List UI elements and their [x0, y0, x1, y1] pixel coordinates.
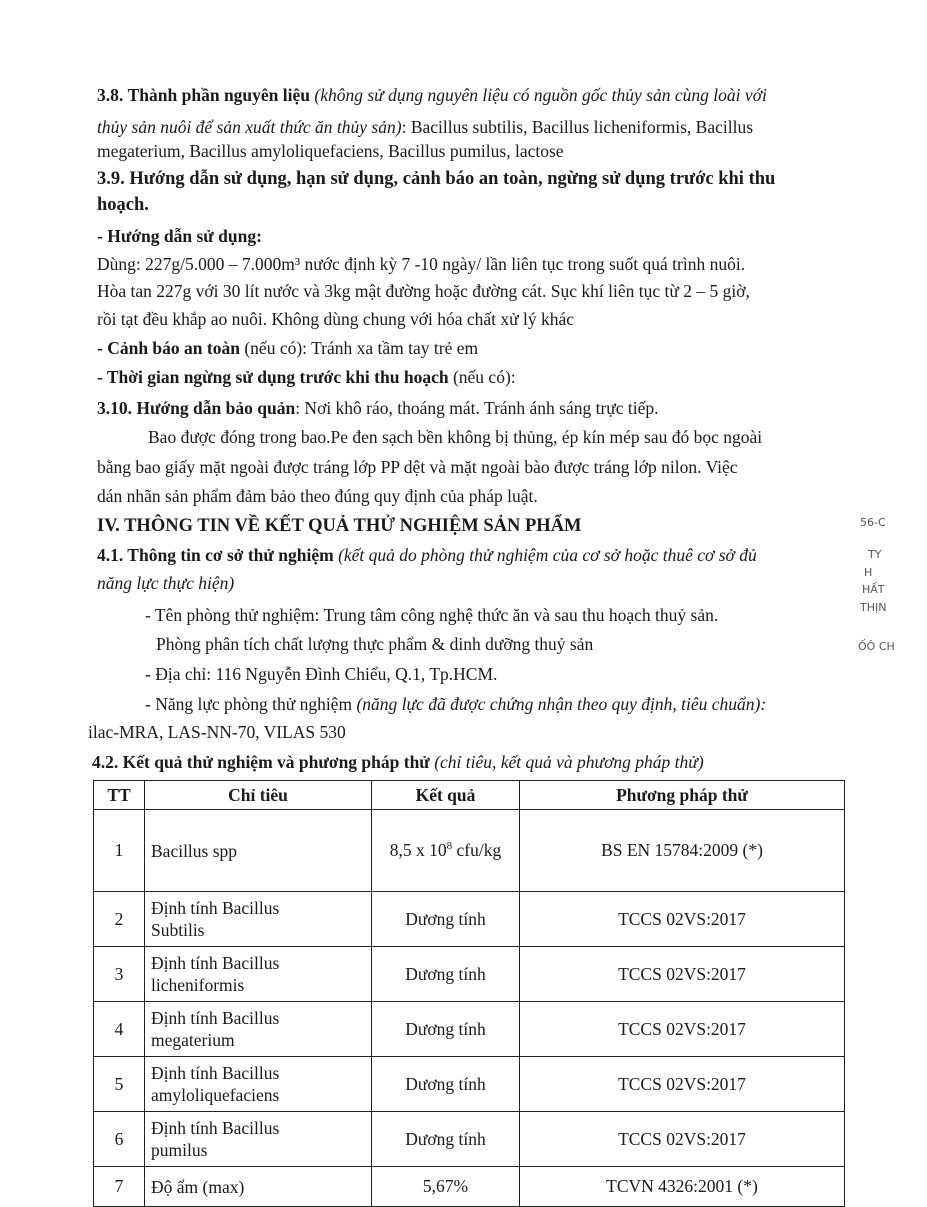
criteria-line1: Định tính Bacillus	[151, 1008, 280, 1028]
section-3-9-title: 3.9. Hướng dẫn sử dụng, hạn sử dụng, cảnh báo an toàn, ngừng sử dụng trước khi thu	[97, 169, 776, 189]
criteria-line2: megaterium	[151, 1030, 235, 1050]
ingredients-text: : Bacillus subtilis, Bacillus licheniformis, Bacillus	[401, 117, 754, 137]
usage-line2: Hòa tan 227g với 30 lít nước và 3kg mật đường hoặc đường cát. Sục khí liên tục từ 2 – 5 giờ,	[97, 281, 750, 301]
lab-address: - Địa chỉ: 116 Nguyễn Đình Chiểu, Q.1, Tp.HCM.	[145, 664, 498, 684]
warning-line	[97, 337, 478, 359]
criteria-line1: Định tính Bacillus	[151, 1118, 280, 1138]
packaging-line2: bằng bao giấy mặt ngoài được tráng lớp PP dệt và mặt ngoài bào được tráng lớp nilon. Việc	[97, 457, 738, 477]
packaging-line3: dán nhãn sản phẩm đảm bảo theo đúng quy định của pháp luật.	[97, 486, 538, 506]
table-row	[94, 892, 845, 947]
stamp-fragment: ỐÔ CH	[858, 640, 895, 653]
section-4-1-line2: năng lực thực hiện)	[97, 573, 235, 593]
section-number: 3.8.	[97, 85, 124, 105]
criteria-line1: Định tính Bacillus	[151, 1063, 280, 1083]
cell-method: TCCS 02VS:2017	[520, 1057, 845, 1112]
table-row	[94, 1112, 845, 1167]
cell-result: Dương tính	[372, 892, 520, 947]
section-3-9-title-cont: hoạch.	[97, 195, 149, 215]
section-note: (không sử dụng nguyên liệu có nguồn gốc thủy sản cùng loài với	[314, 85, 767, 105]
lab-info-label: 4.1. Thông tin cơ sở thử nghiệm	[97, 545, 334, 565]
cell-criteria	[145, 892, 372, 947]
withdrawal-text: (nếu có):	[448, 367, 516, 387]
criteria-line2: Subtilis	[151, 920, 205, 940]
storage-label: 3.10. Hướng dẫn bảo quản	[97, 398, 296, 418]
cell-criteria	[145, 1002, 372, 1057]
section-3-10-line	[97, 397, 659, 419]
table-header-row	[94, 781, 845, 810]
capacity-note: (năng lực đã được chứng nhận theo quy định, tiêu chuẩn):	[356, 694, 767, 714]
cell-criteria	[145, 947, 372, 1002]
usage-heading: - Hướng dẫn sử dụng:	[97, 226, 262, 246]
header-tt: TT	[94, 781, 145, 810]
cell-method: TCCS 02VS:2017	[520, 892, 845, 947]
usage-line1: Dùng: 227g/5.000 – 7.000m³ nước định kỳ 7 -10 ngày/ lần liên tục trong suốt quá trình nuôi.	[97, 254, 746, 274]
table-row	[94, 1057, 845, 1112]
table-row	[94, 947, 845, 1002]
warning-text: (nếu có): Tránh xa tầm tay trẻ em	[239, 338, 479, 358]
cell-criteria: Bacillus spp	[145, 810, 372, 892]
lab-capacity-value: ilac-MRA, LAS-NN-70, VILAS 530	[88, 722, 346, 742]
section-note-cont: thủy sản nuôi để sản xuất thức ăn thủy sản)	[97, 117, 402, 137]
criteria-line1: Định tính Bacillus	[151, 953, 280, 973]
section-3-8-line2	[97, 116, 753, 138]
cell-result	[372, 810, 520, 892]
cell-tt: 3	[94, 947, 145, 1002]
cell-method: TCVN 4326:2001 (*)	[520, 1167, 845, 1207]
results-table	[93, 780, 845, 1207]
stamp-fragment: HẤT	[862, 583, 885, 596]
section-4-1-line1	[97, 544, 757, 566]
results-label: 4.2. Kết quả thử nghiệm và phương pháp thử	[92, 752, 430, 772]
lab-name-line1: - Tên phòng thử nghiệm: Trung tâm công nghệ thức ăn và sau thu hoạch thuỷ sản.	[145, 605, 719, 625]
stamp-fragment: THỊN	[860, 601, 887, 614]
capacity-label: - Năng lực phòng thử nghiệm	[145, 694, 357, 714]
cell-method: TCCS 02VS:2017	[520, 1002, 845, 1057]
result-unit: cfu/kg	[452, 840, 502, 860]
stamp-fragment: TY	[868, 548, 882, 561]
section-4-2-line	[92, 751, 704, 773]
cell-method: BS EN 15784:2009 (*)	[520, 810, 845, 892]
header-criteria: Chỉ tiêu	[145, 781, 372, 810]
table-row	[94, 1002, 845, 1057]
section-iv-title: IV. THÔNG TIN VỀ KẾT QUẢ THỬ NGHIỆM SẢN PHẨM	[97, 516, 582, 536]
criteria-line1: Định tính Bacillus	[151, 898, 280, 918]
cell-tt: 4	[94, 1002, 145, 1057]
cell-tt: 2	[94, 892, 145, 947]
stamp-fragment: H	[864, 566, 873, 579]
cell-tt: 7	[94, 1167, 145, 1207]
cell-method: TCCS 02VS:2017	[520, 947, 845, 1002]
section-title: Thành phần nguyên liệu	[127, 85, 311, 105]
cell-tt: 5	[94, 1057, 145, 1112]
lab-capacity-line	[145, 693, 766, 715]
header-method: Phương pháp thử	[520, 781, 845, 810]
cell-criteria	[145, 1057, 372, 1112]
packaging-line1: Bao được đóng trong bao.Pe đen sạch bền không bị thủng, ép kín mép sau đó bọc ngoài	[148, 427, 763, 447]
usage-line3: rồi tạt đều khắp ao nuôi. Không dùng chung với hóa chất xử lý khác	[97, 309, 575, 329]
stamp-fragment: 56-C	[860, 516, 886, 529]
warning-label: - Cảnh báo an toàn	[97, 338, 240, 358]
cell-result: 5,67%	[372, 1167, 520, 1207]
withdrawal-line	[97, 366, 516, 388]
cell-method: TCCS 02VS:2017	[520, 1112, 845, 1167]
criteria-line2: amyloliquefaciens	[151, 1085, 280, 1105]
header-result: Kết quả	[372, 781, 520, 810]
lab-info-note: (kết quả do phòng thử nghiệm của cơ sở hoặc thuê cơ sở đủ	[333, 545, 757, 565]
section-3-8-line1	[97, 84, 767, 106]
storage-text: : Nơi khô ráo, thoáng mát. Tránh ánh sáng trực tiếp.	[295, 398, 659, 418]
cell-result: Dương tính	[372, 1112, 520, 1167]
cell-criteria: Độ ẩm (max)	[145, 1167, 372, 1207]
cell-result: Dương tính	[372, 1057, 520, 1112]
result-base: 8,5 x 10	[389, 840, 447, 860]
withdrawal-label: - Thời gian ngừng sử dụng trước khi thu hoạch	[97, 367, 449, 387]
cell-criteria	[145, 1112, 372, 1167]
section-3-8-line3: megaterium, Bacillus amyloliquefaciens, Bacillus pumilus, lactose	[97, 141, 564, 161]
table-row	[94, 1167, 845, 1207]
criteria-line2: licheniformis	[151, 975, 245, 995]
cell-tt: 1	[94, 810, 145, 892]
criteria-line2: pumilus	[151, 1140, 208, 1160]
lab-name-line2: Phòng phân tích chất lượng thực phẩm & dinh dưỡng thuỷ sản	[156, 634, 594, 654]
results-note: (chỉ tiêu, kết quả và phương pháp thử)	[429, 752, 704, 772]
cell-result: Dương tính	[372, 947, 520, 1002]
result-exponent: 8	[446, 840, 453, 853]
cell-tt: 6	[94, 1112, 145, 1167]
table-row	[94, 810, 845, 892]
cell-result: Dương tính	[372, 1002, 520, 1057]
